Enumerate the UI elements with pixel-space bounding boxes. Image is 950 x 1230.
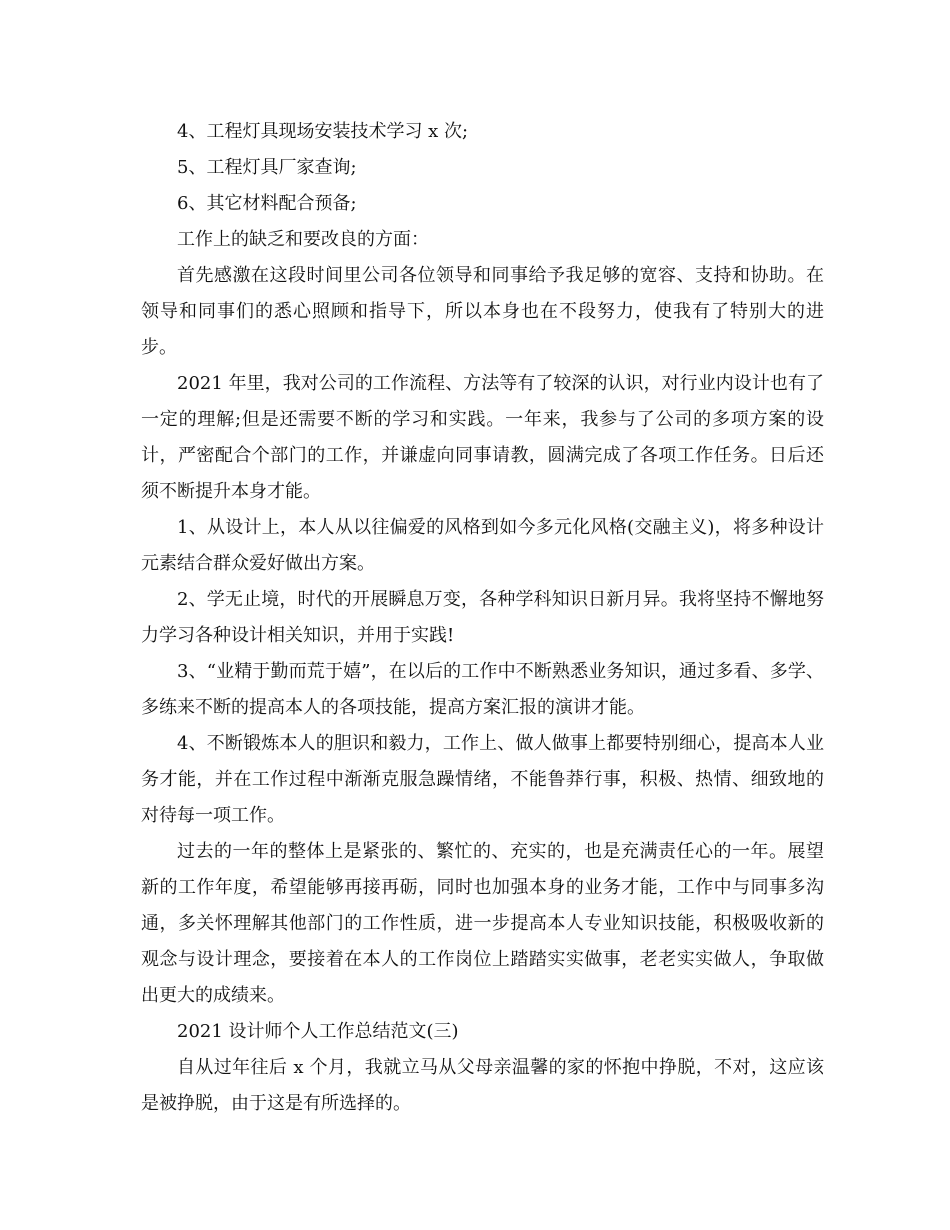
list-item-4-self-discipline: 4、不断锻炼本人的胆识和毅力，工作上、做人做事上都要特别细心，提高本人业务才能，并在工作过程中渐渐克服急躁情绪，不能鲁莽行事，积极、热情、细致地的对待每一项工作。 xyxy=(141,733,824,826)
list-item-2-continuous-learning: 2、学无止境，时代的开展瞬息万变，各种学科知识日新月异。我将坚持不懈地努力学习各种设计相关知识，并用于实践! xyxy=(141,589,824,646)
paragraph-year-review: 2021 年里，我对公司的工作流程、方法等有了较深的认识，对行业内设计也有了一定的理解;但是还需要不断的学习和实践。一年来，我参与了公司的多项方案的设计，严密配合个部门的工作，并谦虚向同事请教，圆满完成了各项工作任务。日后还须不断提升本身才能。 xyxy=(141,373,824,502)
paragraph-year-summary: 过去的一年的整体上是紧张的、繁忙的、充实的，也是充满责任心的一年。展望新的工作年度，希望能够再接再砺，同时也加强本身的业务才能，工作中与同事多沟通，多关怀理解其他部门的工作性质，进一步提高本人专业知识技能，积极吸收新的观念与设计理念，要接着在本人的工作岗位上踏踏实实做事，老老实实做人，争取做出更大的成绩来。 xyxy=(141,841,824,1006)
section-heading-shortcomings: 工作上的缺乏和要改良的方面： xyxy=(177,229,429,250)
list-item-5-lamp-vendor-query: 5、工程灯具厂家查询; xyxy=(177,157,357,178)
list-item-1-design-style: 1、从设计上，本人从以往偏爱的风格到如今多元化风格(交融主义)，将多种设计元素结合群众爱好做出方案。 xyxy=(141,517,824,574)
list-item-3-skill-improvement: 3、“业精于勤而荒于嬉”，在以后的工作中不断熟悉业务知识，通过多看、多学、多练来不断的提高本人的各项技能，提高方案汇报的演讲才能。 xyxy=(141,661,824,718)
list-item-4-lamp-install-study: 4、工程灯具现场安装技术学习 x 次; xyxy=(177,121,469,142)
paragraph-intro-sample-3: 自从过年往后 x 个月，我就立马从父母亲温馨的家的怀抱中挣脱，不对，这应该是被挣脱，由于这是有所选择的。 xyxy=(141,1057,824,1114)
section-title-sample-3: 2021 设计师个人工作总结范文(三) xyxy=(177,1021,459,1042)
document-body xyxy=(141,114,824,1122)
paragraph-gratitude: 首先感激在这段时间里公司各位领导和同事给予我足够的宽容、支持和协助。在领导和同事们的悉心照顾和指导下，所以本身也在不段努力，使我有了特别大的进步。 xyxy=(141,265,824,358)
list-item-6-material-prep: 6、其它材料配合预备; xyxy=(177,193,357,214)
